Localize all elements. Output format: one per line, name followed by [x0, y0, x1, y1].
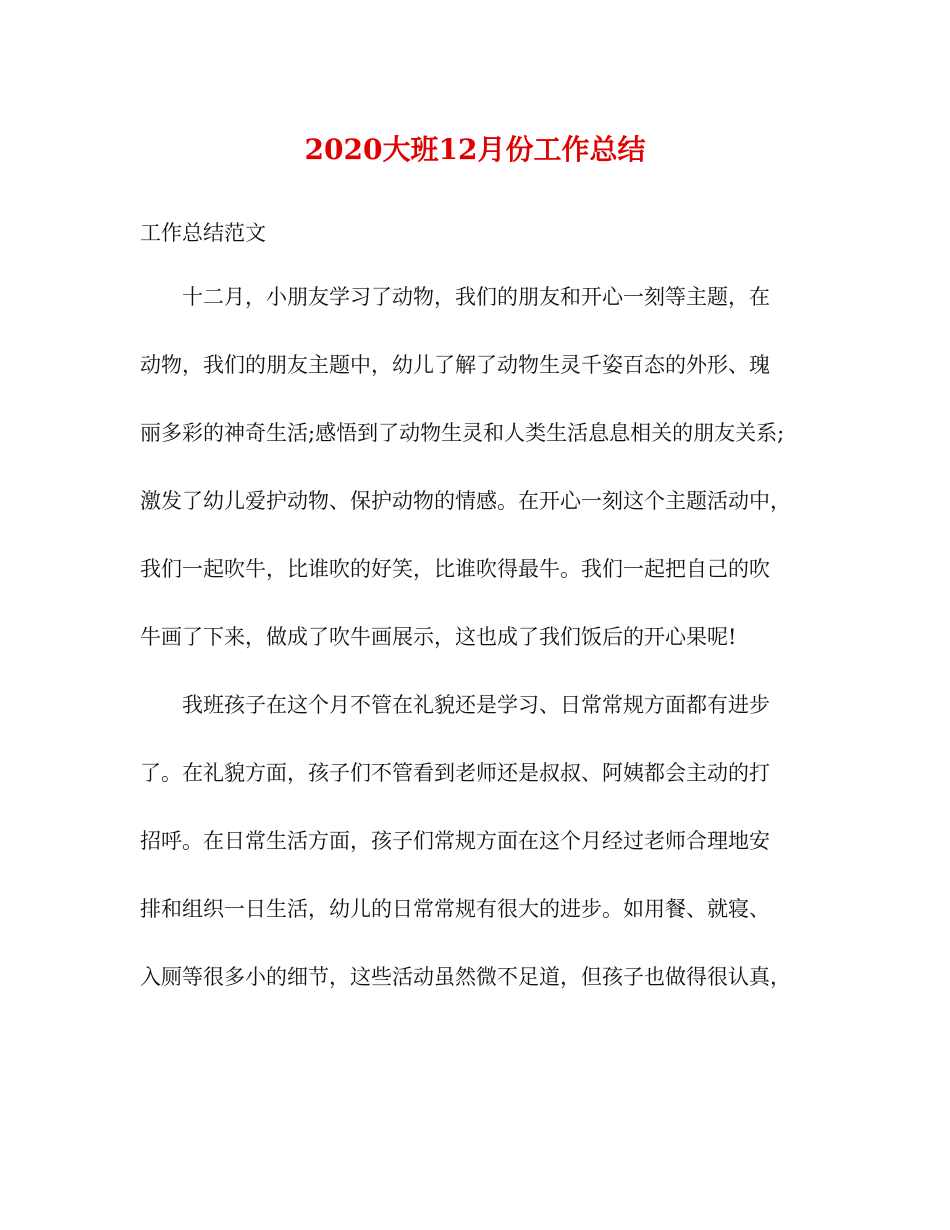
- paragraph-2-line-2: 了。在礼貌方面，孩子们不管看到老师还是叔叔、阿姨都会主动的打: [140, 761, 770, 785]
- paragraph-2-line-5: 入厕等很多小的细节，这些活动虽然微不足道，但孩子也做得很认真，: [140, 965, 791, 989]
- paragraph-1-line-2: 动物，我们的朋友主题中，幼儿了解了动物生灵千姿百态的外形、瑰: [140, 353, 770, 377]
- paragraph-1-line-5: 我们一起吹牛，比谁吹的好笑，比谁吹得最牛。我们一起把自己的吹: [140, 557, 770, 581]
- paragraph-2-line-1: 我班孩子在这个月不管在礼貌还是学习、日常常规方面都有进步: [182, 693, 770, 717]
- paragraph-1-line-6: 牛画了下来，做成了吹牛画展示，这也成了我们饭后的开心果呢!: [140, 625, 737, 649]
- paragraph-1-line-3: 丽多彩的神奇生活;感悟到了动物生灵和人类生活息息相关的朋友关系;: [140, 421, 785, 445]
- paragraph-1-line-1: 十二月，小朋友学习了动物，我们的朋友和开心一刻等主题，在: [182, 285, 770, 309]
- document-subtitle: 工作总结范文: [140, 221, 266, 245]
- paragraph-2-line-4: 排和组织一日生活，幼儿的日常常规有很大的进步。如用餐、就寝、: [140, 897, 770, 921]
- paragraph-2-line-3: 招呼。在日常生活方面，孩子们常规方面在这个月经过老师合理地安: [140, 829, 770, 853]
- document-title: 2020大班12月份工作总结: [304, 133, 646, 166]
- paragraph-1-line-4: 激发了幼儿爱护动物、保护动物的情感。在开心一刻这个主题活动中，: [140, 489, 791, 513]
